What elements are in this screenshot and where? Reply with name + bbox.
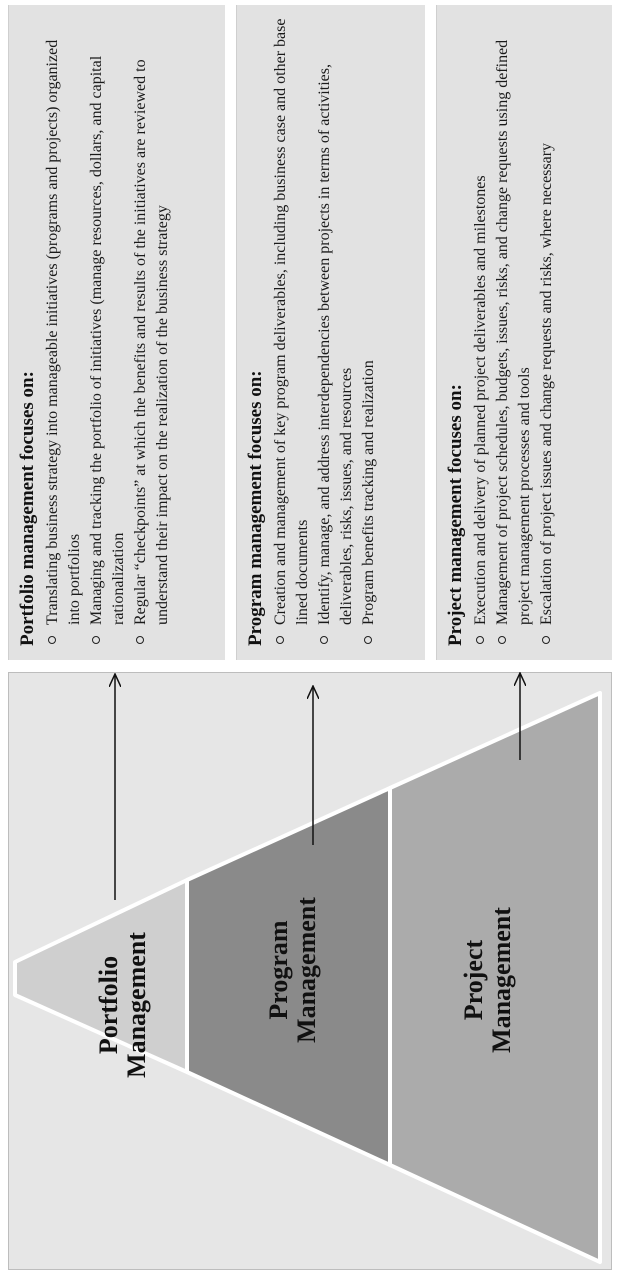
list-item [492,15,536,646]
bullet-circle-icon [476,636,484,644]
project-tier-label-line1: Project [459,939,488,1021]
list-item [86,15,130,646]
project-tier-label [460,870,516,1090]
portfolio-tier-label [95,895,151,1115]
bullet-circle-icon [542,636,550,644]
bullet-text: Regular “checkpoints” at which the benefits and results of the initiatives are reviewed to understand their impact on the realization of the business strategy [132,59,171,625]
bullet-circle-icon [92,636,100,644]
bullet-text: Management of project schedules, budgets, issues, risks, and change requests using defined project management processes and tools [494,39,533,625]
bullet-circle-icon [364,636,372,644]
list-item [130,15,174,646]
list-item [270,15,314,646]
bullet-text: Program benefits tracking and realization [360,360,377,625]
list-item [358,15,380,646]
list-item [314,15,358,646]
portfolio-focus-panel [8,5,225,660]
program-tier-label [265,860,321,1080]
project-focus-list [470,15,558,646]
bullet-circle-icon [320,636,328,644]
bullet-text: Identify, manage, and address interdependencies between projects in terms of activities, deliverables, risks, issues, and resources [316,64,355,625]
portfolio-tier-label-line1: Portfolio [94,955,123,1055]
project-focus-title: Project management focuses on: [445,384,466,646]
bullet-text: Creation and management of key program deliverables, including business case and other base lined documents [272,18,311,625]
project-focus-panel [436,5,612,660]
bullet-text: Managing and tracking the portfolio of initiatives (manage resources, dollars, and capital rationalization [88,55,127,625]
list-item [536,15,558,646]
portfolio-focus-title: Portfolio management focuses on: [17,371,38,646]
program-tier-label-line2: Management [292,897,321,1043]
list-item [42,15,86,646]
list-item [470,15,492,646]
portfolio-tier-label-line2: Management [122,932,151,1078]
bullet-circle-icon [498,636,506,644]
bullet-circle-icon [48,636,56,644]
bullet-circle-icon [276,636,284,644]
program-tier-label-line1: Program [264,920,293,1020]
project-tier-label-line2: Management [487,907,516,1053]
program-focus-panel [236,5,425,660]
portfolio-focus-list [42,15,174,646]
bullet-text: Translating business strategy into manageable initiatives (programs and projects) organized into portfolios [44,39,83,625]
program-focus-list [270,15,380,646]
bullet-circle-icon [136,636,144,644]
program-focus-title: Program management focuses on: [245,370,266,646]
bullet-text: Escalation of project issues and change requests and risks, where necessary [538,142,555,625]
bullet-text: Execution and delivery of planned project deliverables and milestones [472,175,489,625]
